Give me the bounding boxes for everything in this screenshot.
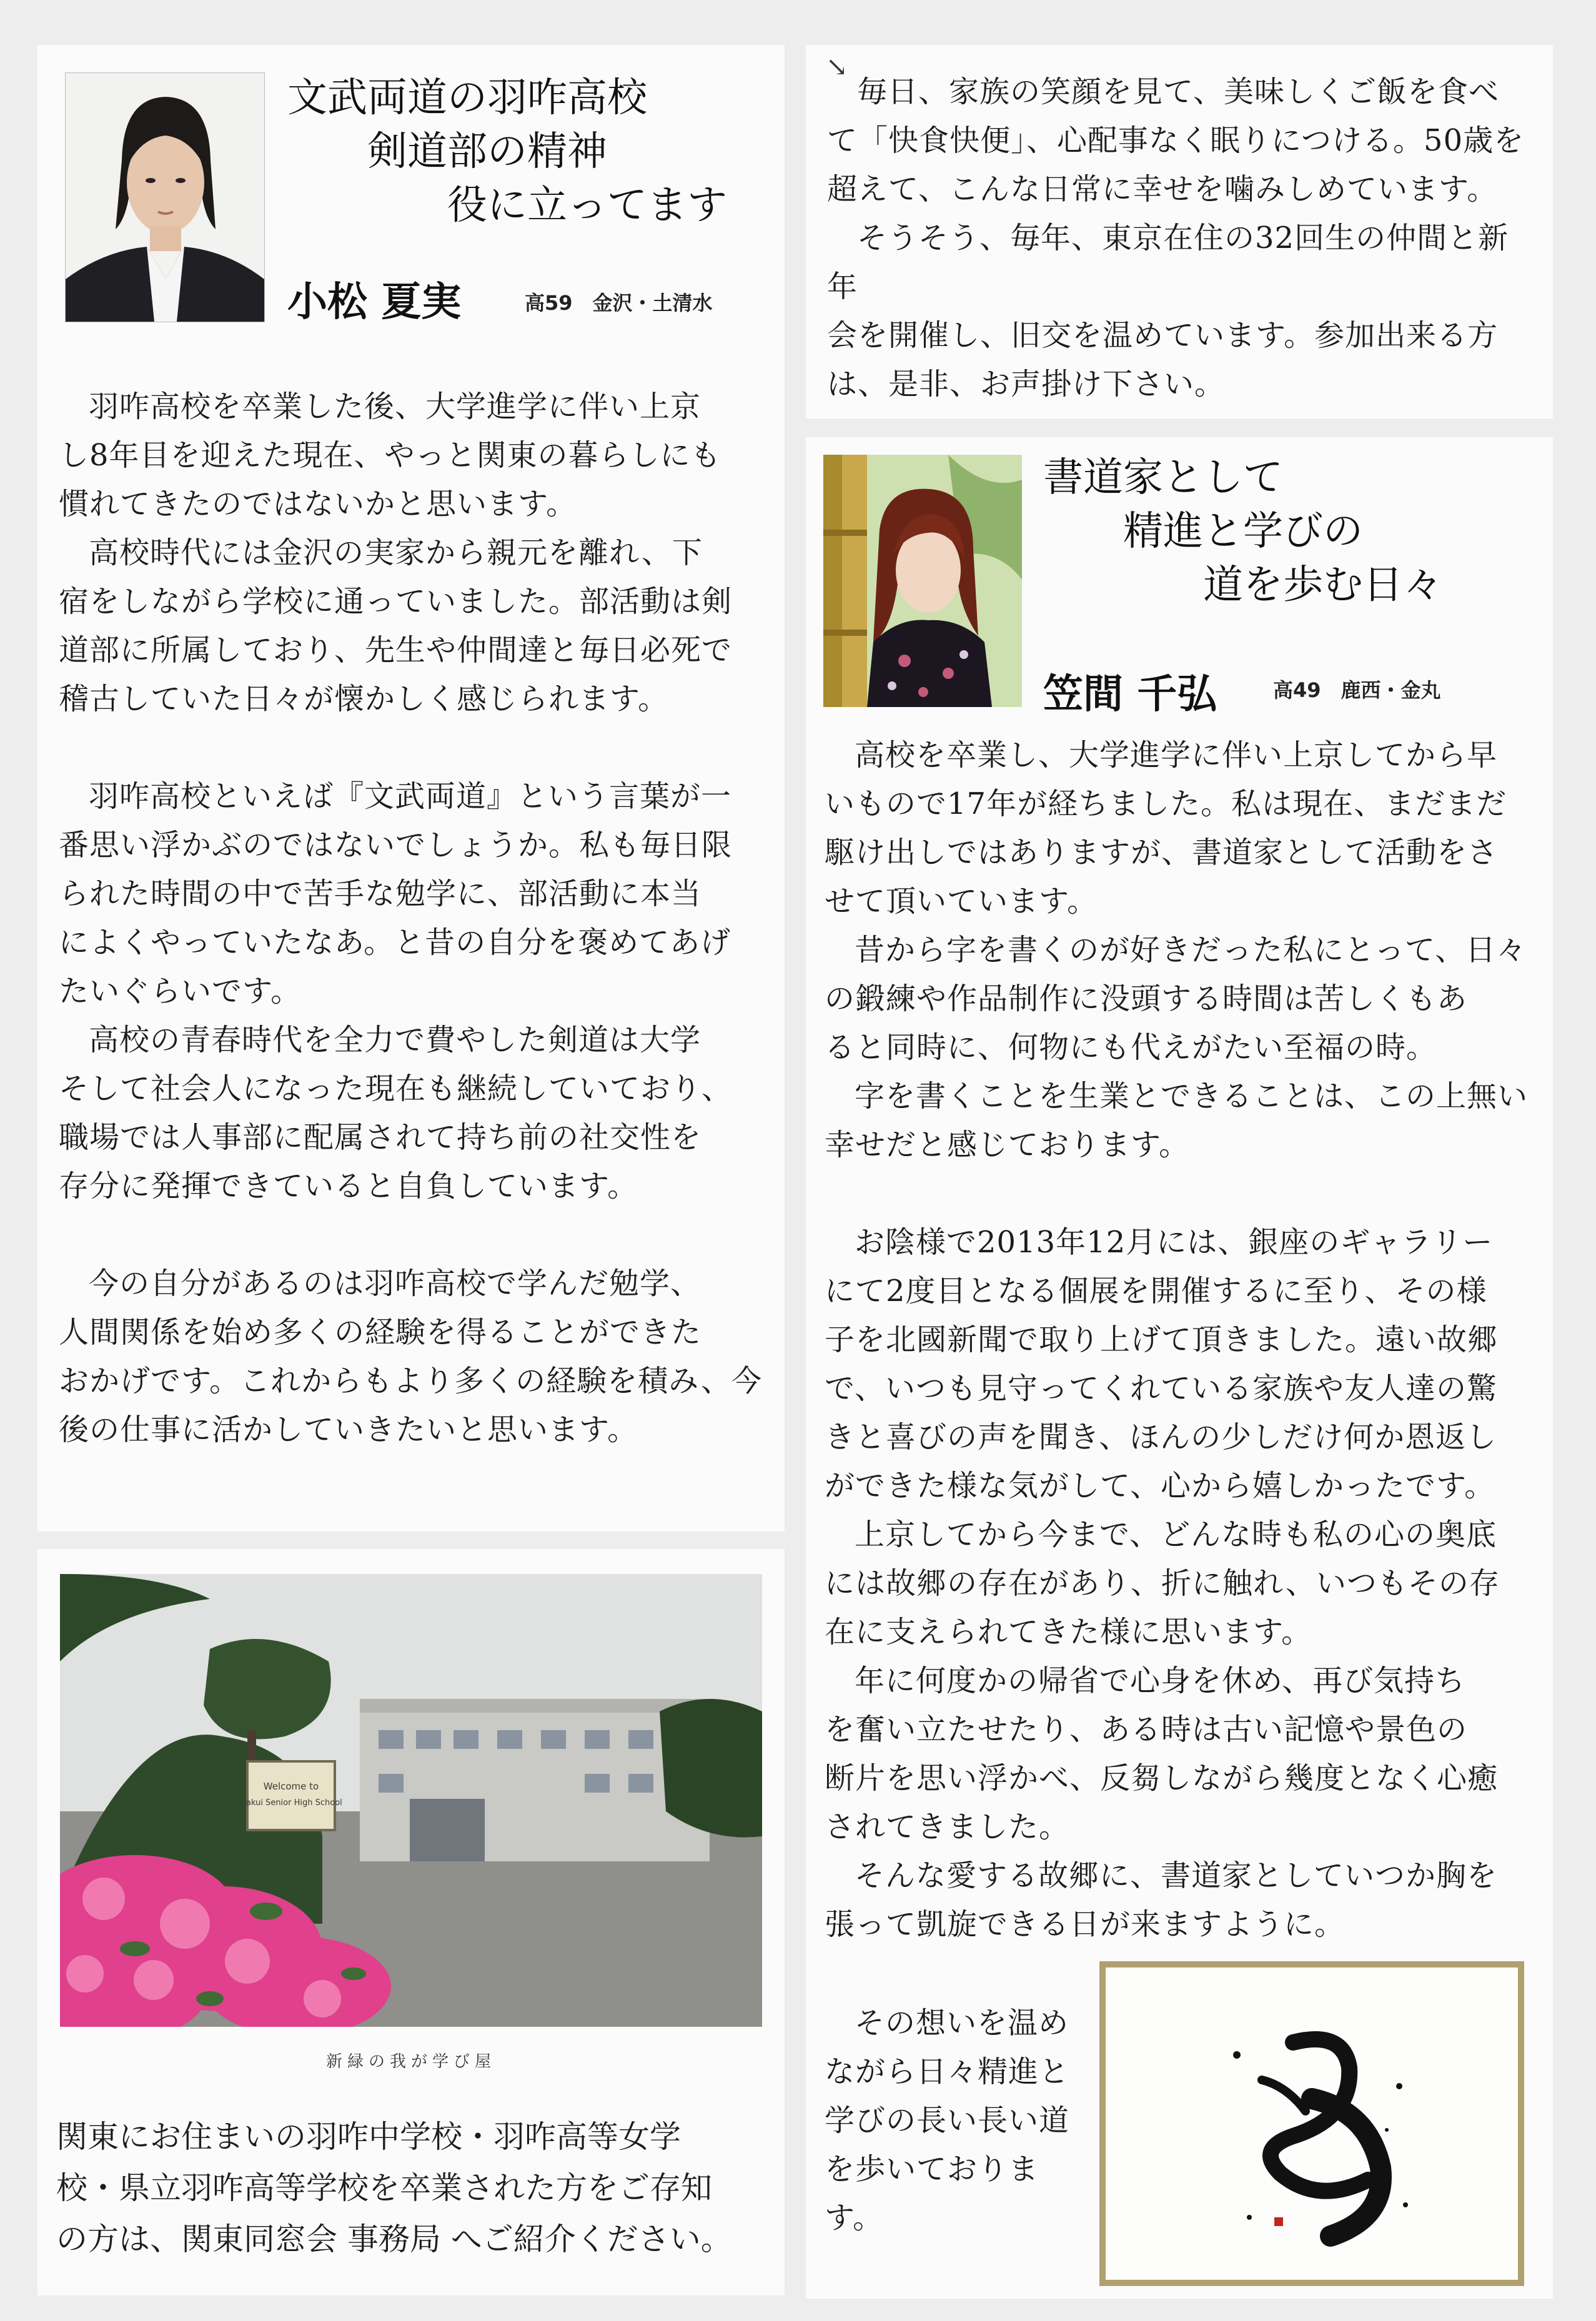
- portrait-image: [66, 73, 264, 322]
- paragraph-gap: [59, 723, 765, 772]
- author-grade: 高49 鹿西・金丸: [1273, 678, 1441, 702]
- article-title: 書道家として 精進と学びの 道を歩む日々: [1043, 455, 1443, 608]
- paragraph: 字を書くことを生業とできることは、この上無い 幸せだと感じております。: [825, 1079, 1529, 1162]
- paragraph: 昔から字を書くのが好きだった私にとって、日々 の鍛練や作品制作に没頭する時間は苦しくもあ ると同時に、何物にも代えがたい至福の時。: [825, 933, 1527, 1065]
- footer-notice: 関東にお住まいの羽咋中学校・羽咋高等女学 校・県立羽咋高等学校を卒業された方をご存知 の方は、関東同窓会 事務局 へご紹介ください。: [56, 2119, 732, 2257]
- school-building-image: [60, 1574, 762, 2027]
- paragraph: 上京してから今まで、どんな時も私の心の奥底 には故郷の存在があり、折に触れ、いつもその存 在に支えられてきた様に思います。: [825, 1517, 1500, 1650]
- portrait-photo-kasama: [823, 455, 1022, 707]
- article-continuation: [806, 45, 1553, 418]
- school-photo: [60, 1574, 762, 2027]
- article-title: 文武両道の羽咋高校 剣道部の精神 役に立ってます: [287, 75, 727, 229]
- continuation-arrow-icon: ↘: [826, 51, 848, 82]
- paragraph: 今の自分があるのは羽咋高校で学んだ勉学、 人間関係を始め多くの経験を得ることができた おかげです。これからもより多くの経験を積み、今 後の仕事に活かしていきたいと思います。: [59, 1266, 763, 1447]
- article-komatsu: [37, 45, 785, 1532]
- calligraphy-image: [1106, 1967, 1518, 2280]
- article-body: [59, 382, 765, 1454]
- paragraph: 高校時代には金沢の実家から親元を離れ、下 宿をしながら学校に通っていました。部活動は剣 道部に所属しており、先生や仲間達と毎日必死で 稽古していた日々が懐かしく感じられます。: [59, 535, 733, 716]
- article-body: [825, 731, 1537, 1949]
- sign-line-2: Hakui Senior High School: [240, 1798, 342, 1808]
- paragraph-gap: [59, 1210, 765, 1259]
- photo-caption: 新緑の我が学び屋: [325, 2052, 496, 2071]
- paragraph: 年に何度かの帰省で心身を休め、再び気持ち を奮い立たせたり、ある時は古い記憶や景色の 断片を思い浮かべ、反芻しながら幾度となく心癒 されてきました。: [825, 1663, 1499, 1844]
- sign-line-1: Welcome to: [263, 1781, 319, 1792]
- school-photo-panel: [37, 1549, 785, 2295]
- closing-text: [825, 1999, 1093, 2242]
- paragraph: 毎日、家族の笑顔を見て、美味しくご飯を食べ て「快食快便」、心配事なく眠りにつける。50歳を 超えて、こんな日常に幸せを噛みしめています。: [827, 74, 1525, 207]
- portrait-photo-komatsu: [65, 72, 265, 322]
- paragraph: 高校の青春時代を全力で費やした剣道は大学 そして社会人になった現在も継続していており、 職場では人事部に配属されて持ち前の社交性を 存分に発揮できていると自負しています。: [59, 1022, 733, 1204]
- author-name: 小松 夏実: [287, 279, 462, 325]
- paragraph: そんな愛する故郷に、書道家としていつか胸を 張って凱旋できる日が来ますように。: [825, 1858, 1498, 1942]
- calligraphy-artwork: [1099, 1961, 1524, 2286]
- portrait-image: [823, 455, 1022, 707]
- paragraph: その想いを温め ながら日々精進と 学びの長い長い道 を歩いております。: [825, 2006, 1070, 2235]
- article-kasama: [806, 437, 1553, 2299]
- paragraph: 羽咋高校といえば『文武両道』という言葉が一 番思い浮かぶのではないでしょうか。私も毎日限 られた時間の中で苦手な勉学に、部活動に本当 によくやっていたなあ。と昔の自分を褒めてあげ たいぐらいです。: [59, 779, 733, 1009]
- author-name: 笠間 千弘: [1043, 671, 1217, 718]
- paragraph: 羽咋高校を卒業した後、大学進学に伴い上京 し8年目を迎えた現在、やっと関東の暮らしにも 慣れてきたのではないかと思います。: [59, 389, 721, 522]
- author-grade: 高59 金沢・土清水: [525, 291, 713, 315]
- paragraph: 高校を卒業し、大学進学に伴い上京してから早 いもので17年が経ちました。私は現在、まだまだ 駆け出しではありますが、書道家として活動をさ せて頂いています。: [825, 738, 1507, 919]
- paragraph: そうそう、毎年、東京在住の32回生の仲間と新年 会を開催し、旧交を温めています。参加出来る方 は、是非、お声掛け下さい。: [827, 220, 1509, 402]
- paragraph-gap: [825, 1169, 1537, 1218]
- continuation-body: [827, 67, 1539, 408]
- paragraph: お陰様で2013年12月には、銀座のギャラリー にて2度目となる個展を開催するに至り、その様 子を北國新聞で取り上げて頂きました。遠い故郷 で、いつも見守ってくれている家族や友人達の驚 きと喜びの声を聞き、ほんの少しだけ何か恩返し ができた様な気がして、心から嬉しかったです。: [825, 1225, 1499, 1503]
